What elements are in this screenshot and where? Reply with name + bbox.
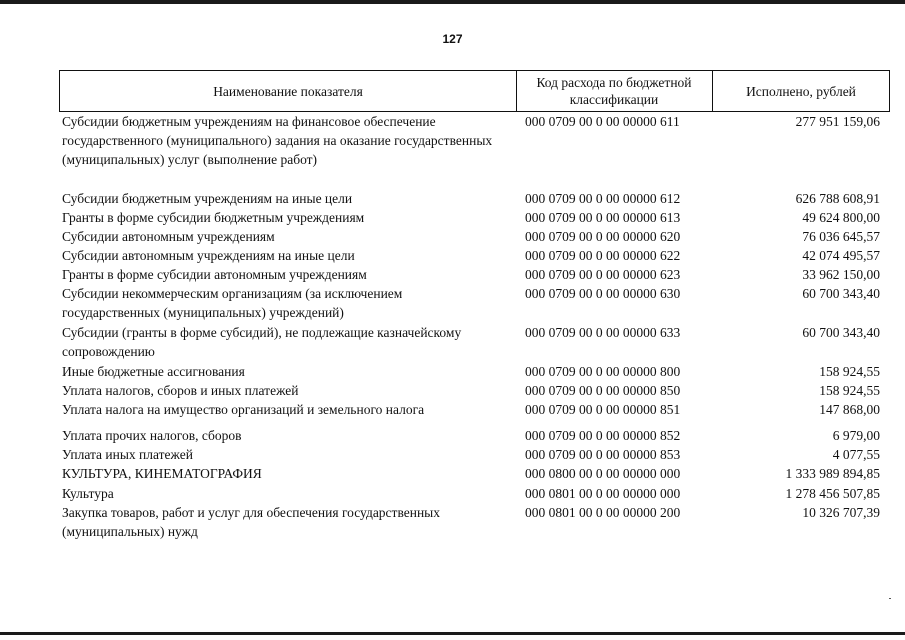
row-name: Уплата иных платежей: [62, 447, 193, 462]
row-code: 000 0709 00 0 00 00000 622: [525, 248, 681, 263]
row-name: КУЛЬТУРА, КИНЕМАТОГРАФИЯ: [62, 466, 262, 481]
row-code: 000 0709 00 0 00 00000 612: [525, 191, 681, 206]
row-name: Субсидии бюджетным учреждениям на финансовое обеспечение государственного (муниципального) задания на оказание государственных (муниципальных) услуг (выполнение работ): [62, 114, 493, 167]
table-header: [59, 70, 890, 112]
row-name: Уплата налога на имущество организаций и земельного налога: [62, 402, 425, 417]
row-code: 000 0709 00 0 00 00000 620: [525, 229, 681, 244]
row-code: 000 0709 00 0 00 00000 611: [525, 114, 680, 129]
row-name: Культура: [62, 486, 114, 501]
row-amount: 60 700 343,40: [802, 286, 880, 301]
header-amount-column: Исполнено, рублей: [746, 83, 856, 99]
row-amount: 277 951 159,06: [795, 114, 880, 129]
page-number: 127: [442, 32, 463, 46]
row-code: 000 0709 00 0 00 00000 630: [525, 286, 681, 301]
scan-top-edge: [0, 0, 905, 4]
row-name: Уплата прочих налогов, сборов: [62, 428, 242, 443]
row-amount: 147 868,00: [819, 402, 880, 417]
row-code: 000 0709 00 0 00 00000 851: [525, 402, 681, 417]
row-amount: 33 962 150,00: [802, 267, 880, 282]
row-amount: 42 074 495,57: [802, 248, 880, 263]
row-code: 000 0800 00 0 00 00000 000: [525, 466, 681, 481]
row-amount: 1 333 989 894,85: [785, 466, 880, 481]
row-code: 000 0709 00 0 00 00000 850: [525, 383, 681, 398]
row-name: Гранты в форме субсидии автономным учреждениям: [62, 267, 367, 282]
row-name: Субсидии некоммерческим организациям (за исключением государственных (муниципальных) учреждений): [62, 286, 403, 320]
row-code: 000 0709 00 0 00 00000 613: [525, 210, 681, 225]
row-amount: 626 788 608,91: [795, 191, 880, 206]
row-amount: 10 326 707,39: [802, 505, 880, 520]
row-name: Иные бюджетные ассигнования: [62, 364, 245, 379]
row-code: 000 0709 00 0 00 00000 633: [525, 325, 681, 340]
row-code: 000 0709 00 0 00 00000 852: [525, 428, 681, 443]
row-amount: 49 624 800,00: [802, 210, 880, 225]
row-amount: 1 278 456 507,85: [785, 486, 880, 501]
header-name-column: Наименование показателя: [60, 71, 517, 111]
row-code: 000 0801 00 0 00 00000 200: [525, 505, 681, 520]
row-amount: 158 924,55: [819, 383, 880, 398]
row-code: 000 0801 00 0 00 00000 000: [525, 486, 681, 501]
row-amount: 4 077,55: [832, 447, 880, 462]
row-name: Субсидии автономным учреждениям: [62, 229, 275, 244]
row-amount: 60 700 343,40: [802, 325, 880, 340]
header-code-column: Код расхода по бюджетной классификации: [516, 71, 713, 111]
row-name: Закупка товаров, работ и услуг для обеспечения государственных (муниципальных) нужд: [62, 505, 441, 539]
row-name: Субсидии (гранты в форме субсидий), не подлежащие казначейскому сопровождению: [62, 325, 462, 359]
row-name: Субсидии бюджетным учреждениям на иные цели: [62, 191, 353, 206]
row-code: 000 0709 00 0 00 00000 800: [525, 364, 681, 379]
scan-speck: [889, 598, 891, 599]
row-name: Гранты в форме субсидии бюджетным учреждениям: [62, 210, 365, 225]
row-name: Уплата налогов, сборов и иных платежей: [62, 383, 299, 398]
row-amount: 76 036 645,57: [802, 229, 880, 244]
row-amount: 158 924,55: [819, 364, 880, 379]
scan-bottom-edge: [0, 632, 905, 635]
row-amount: 6 979,00: [832, 428, 880, 443]
row-code: 000 0709 00 0 00 00000 853: [525, 447, 681, 462]
row-code: 000 0709 00 0 00 00000 623: [525, 267, 681, 282]
row-name: Субсидии автономным учреждениям на иные цели: [62, 248, 355, 263]
